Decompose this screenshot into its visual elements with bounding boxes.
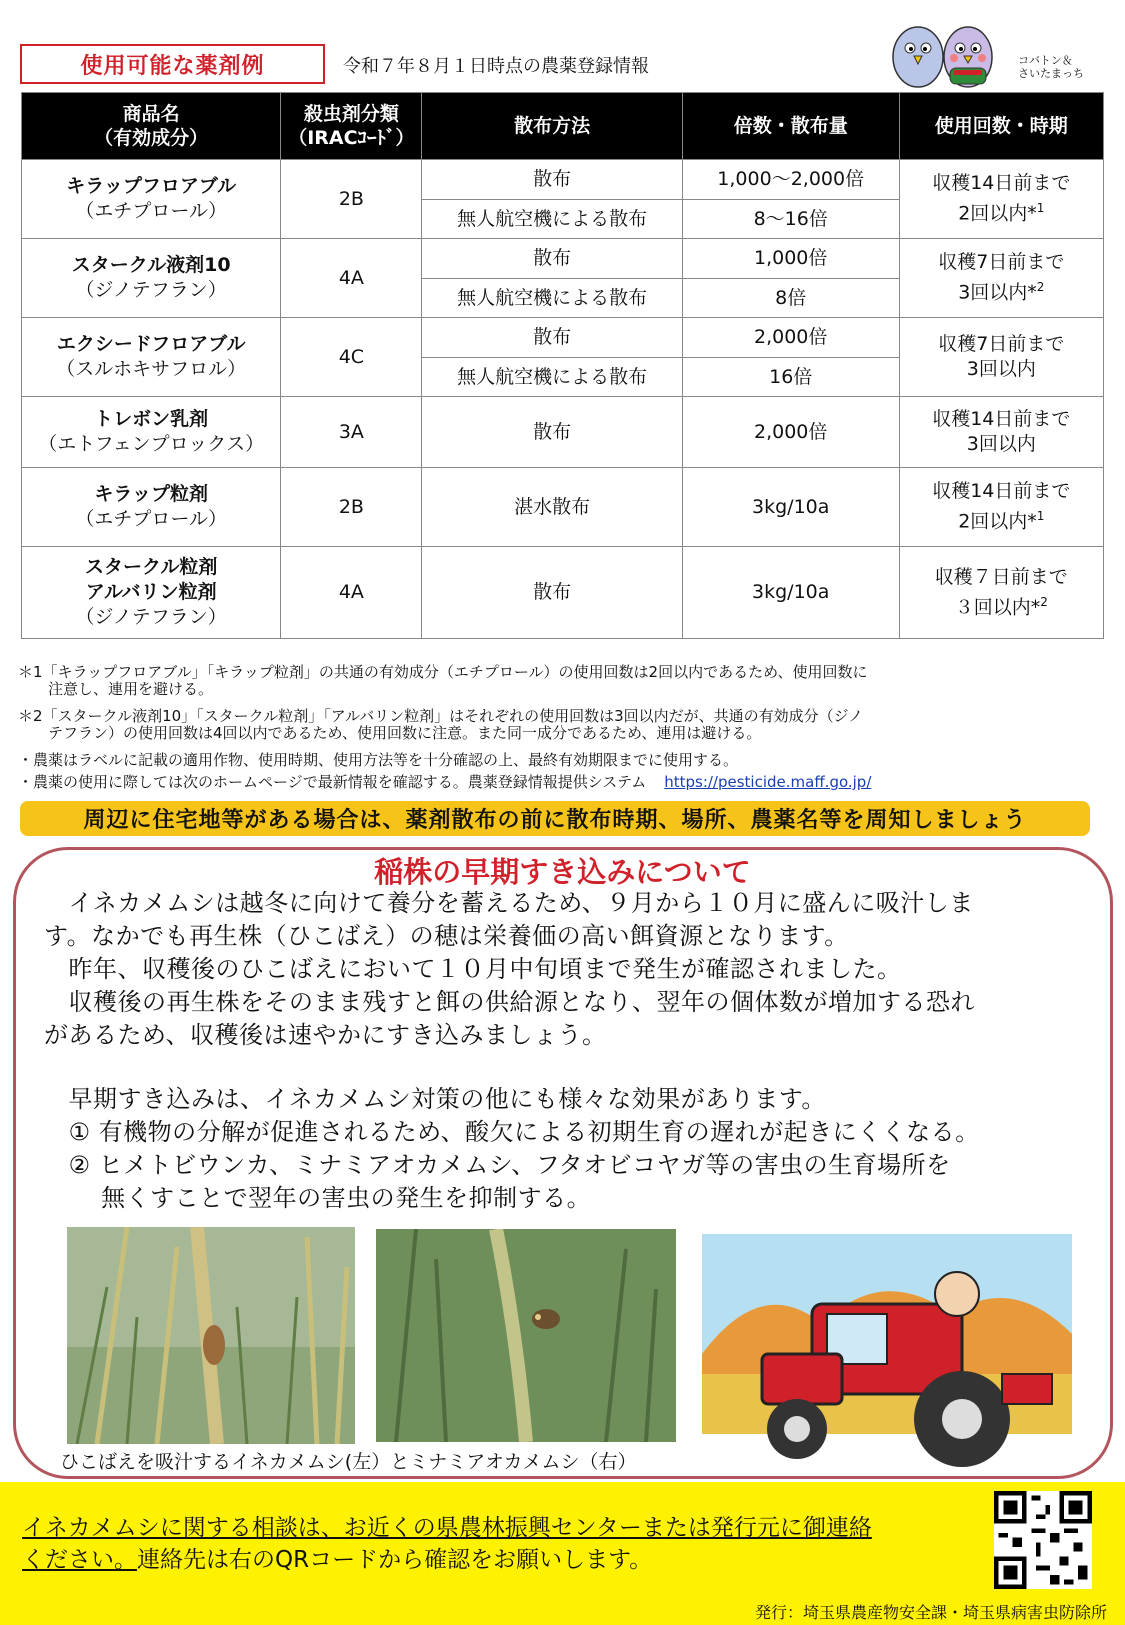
usage-cell [899, 547, 1103, 639]
ingredient-name: （ジノテフラン） [75, 606, 227, 628]
dose-cell: 8～16倍 [682, 200, 899, 239]
header-dose: 倍数・散布量 [682, 93, 899, 160]
product-cell [22, 239, 281, 318]
table-row [22, 468, 1104, 547]
dose-cell: 2,000倍 [682, 318, 899, 358]
irac-cell: 4A [281, 239, 422, 318]
paragraph: 昨年、収穫後のひこばえにおいて１０月中旬頃まで発生が確認されました。 [44, 955, 902, 983]
product-name: キラップ粒剤 [94, 483, 208, 505]
product-name: スタークル液剤10 [71, 254, 231, 276]
contact-text: イネカメムシに関する相談は、お近くの県農林振興センターまたは発行元に御連絡 [22, 1515, 872, 1541]
footnote-mark: 2 [1036, 280, 1045, 295]
usage-cell [899, 160, 1103, 239]
method-cell: 無人航空機による散布 [422, 358, 682, 397]
paragraph: 早期すき込みは、イネカメムシ対策の他にも様々な効果があります。 [44, 1085, 826, 1113]
usage-count-text: 2回以内* [958, 202, 1037, 225]
section-title: 稲株の早期すき込みについて [374, 855, 751, 889]
irac-cell: 4C [281, 318, 422, 397]
ingredient-name: （エトフェンプロックス） [38, 433, 265, 455]
product-name: エクシードフロアブル [56, 333, 246, 355]
irac-cell: 3A [281, 397, 422, 468]
registration-date-note: 令和７年８月１日時点の農薬登録情報 [343, 56, 649, 77]
mascot-caption-line: さいたまっち [1018, 67, 1084, 80]
note-line: ・農薬の使用に際しては次のホームページで最新情報を確認する。農薬登録情報提供システム [18, 773, 647, 791]
usage-count [902, 275, 1101, 305]
usage-timing: 収穫14日前まで [932, 172, 1071, 195]
footnote-mark: 2 [1040, 594, 1048, 609]
residential-alert-banner: 周辺に住宅地等がある場合は、薬剤散布の前に散布時期、場所、農薬名等を周知しましょう [20, 801, 1090, 836]
table-row [22, 239, 1104, 279]
usage-count: 3回以内 [966, 358, 1036, 380]
photo-caption: ひこばえを吸汁するイネカメムシ(左）とミナミアオカメムシ（右） [60, 1451, 637, 1473]
product-name: トレボン乳剤 [94, 408, 209, 430]
usage-count-text: ３回以内* [954, 596, 1041, 619]
header-text: 商品名 [122, 103, 180, 125]
footnote-2 [18, 708, 1108, 742]
usage-cell [899, 468, 1103, 547]
mascot-caption-line: コバトン＆ [1018, 54, 1073, 67]
footnote-mark: 1 [1036, 201, 1045, 216]
method-cell: 無人航空機による散布 [422, 200, 682, 239]
benefit-item: 無くすことで翌年の害虫の発生を抑制する。 [44, 1184, 592, 1212]
note-line: 注意し、連用を避ける。 [18, 680, 214, 698]
header-text: 殺虫剤分類 [303, 103, 399, 125]
dose-cell: 3kg/10a [682, 547, 899, 639]
table-header-row [22, 93, 1104, 160]
product-name: アルバリン粒剤 [85, 581, 217, 603]
note-line: ＊2「スタークル液剤10」「スタークル粒剤」「アルバリン粒剤」はそれぞれの使用回数は3回以内だが、共通の有効成分（ジノ [18, 707, 864, 725]
usage-cell [899, 318, 1103, 397]
usage-count [902, 196, 1101, 226]
note-label-check: ・農薬はラベルに記載の適用作物、使用時期、使用方法等を十分確認の上、最終有効期限までに使用する。 [18, 751, 739, 769]
note-line: テフラン）の使用回数は4回以内であるため、使用回数に注意。また同一成分であるため、連用は避ける。 [18, 724, 762, 742]
dose-cell: 3kg/10a [682, 468, 899, 547]
product-cell [22, 318, 281, 397]
header-irac [281, 93, 422, 160]
usage-timing: 収穫7日前まで [938, 333, 1065, 355]
method-cell: 散布 [422, 160, 682, 200]
method-cell: 散布 [422, 547, 682, 639]
product-name: キラップフロアブル [66, 175, 237, 197]
usage-count-text: 3回以内* [958, 281, 1037, 304]
method-cell: 散布 [422, 397, 682, 468]
tractor-illustration [702, 1234, 1082, 1474]
mascot-caption [1018, 54, 1084, 80]
usage-timing: 収穫7日前まで [938, 251, 1065, 274]
header-text: （有効成分） [94, 127, 209, 149]
table-row [22, 547, 1104, 639]
product-cell [22, 160, 281, 239]
benefit-item: ② ヒメトビウンカ、ミナミアオカメムシ、フタオビコヤガ等の害虫の生育場所を [44, 1151, 951, 1179]
paragraph: 収穫後の再生株をそのまま残すと餌の供給源となり、翌年の個体数が増加する恐れ [44, 988, 975, 1016]
usage-timing: 収穫７日前まで [934, 565, 1068, 588]
product-cell [22, 397, 281, 468]
dose-cell: 8倍 [682, 279, 899, 318]
ingredient-name: （エチプロール） [75, 200, 227, 222]
header-method: 散布方法 [422, 93, 682, 160]
paragraph: があるため、収穫後は速やかにすき込みましょう。 [44, 1021, 607, 1049]
method-cell: 散布 [422, 239, 682, 279]
contact-text-underlined: ください。 [22, 1547, 137, 1573]
header-text: （IRACｺｰﾄﾞ） [288, 127, 415, 149]
usage-count [902, 504, 1101, 534]
photo-rice-bug-on-ratoon [67, 1227, 355, 1444]
product-cell [22, 468, 281, 547]
table-row [22, 318, 1104, 358]
note-website [18, 774, 1108, 791]
footnote-1 [18, 664, 1108, 698]
contact-text-rest: 連絡先は右のQRコードから確認をお願いします。 [137, 1547, 653, 1573]
header-product [22, 93, 281, 160]
photo-southern-green-stink-bug [376, 1229, 676, 1442]
usage-timing: 収穫14日前まで [932, 408, 1071, 430]
usage-count [902, 590, 1101, 620]
product-cell [22, 547, 281, 639]
method-cell: 無人航空機による散布 [422, 279, 682, 318]
footnote-mark: 1 [1036, 509, 1045, 524]
publisher: 発行：埼玉県農産物安全課・埼玉県病害虫防除所 [754, 1603, 1107, 1622]
irac-cell: 2B [281, 468, 422, 547]
note-line: ＊1「キラップフロアブル」「キラップ粒剤」の共通の有効成分（エチプロール）の使用回数は2回以内であるため、使用回数に [18, 663, 868, 681]
irac-cell: 4A [281, 547, 422, 639]
ingredient-name: （ジノテフラン） [75, 279, 227, 301]
dose-cell: 1,000倍 [682, 239, 899, 279]
table-row [22, 397, 1104, 468]
table-row [22, 160, 1104, 200]
usage-count: 3回以内 [966, 433, 1036, 455]
usage-cell [899, 239, 1103, 318]
dose-cell: 1,000～2,000倍 [682, 160, 899, 200]
method-cell: 湛水散布 [422, 468, 682, 547]
paragraph: す。なかでも再生株（ひこばえ）の穂は栄養価の高い餌資源となります。 [44, 922, 849, 950]
usage-count-text: 2回以内* [958, 510, 1037, 533]
pesticide-registration-link[interactable]: https://pesticide.maff.go.jp/ [664, 773, 872, 791]
usage-timing: 収穫14日前まで [932, 480, 1071, 503]
section-badge: 使用可能な薬剤例 [20, 44, 325, 84]
paragraph: イネカメムシは越冬に向けて養分を蓄えるため、９月から１０月に盛んに吸汁しま [44, 889, 974, 917]
ingredient-name: （エチプロール） [75, 508, 227, 530]
ingredient-name: （スルホキサフロル） [56, 358, 247, 380]
product-name: スタークル粒剤 [84, 556, 218, 578]
contact-text [22, 1541, 652, 1574]
benefit-item: ① 有機物の分解が促進されるため、酸欠による初期生育の遅れが起きにくくなる。 [44, 1118, 980, 1146]
pesticide-table [21, 92, 1104, 639]
header-usage: 使用回数・時期 [899, 93, 1103, 160]
qr-code[interactable] [994, 1491, 1092, 1589]
dose-cell: 16倍 [682, 358, 899, 397]
irac-cell: 2B [281, 160, 422, 239]
method-cell: 散布 [422, 318, 682, 358]
dose-cell: 2,000倍 [682, 397, 899, 468]
usage-cell [899, 397, 1103, 468]
